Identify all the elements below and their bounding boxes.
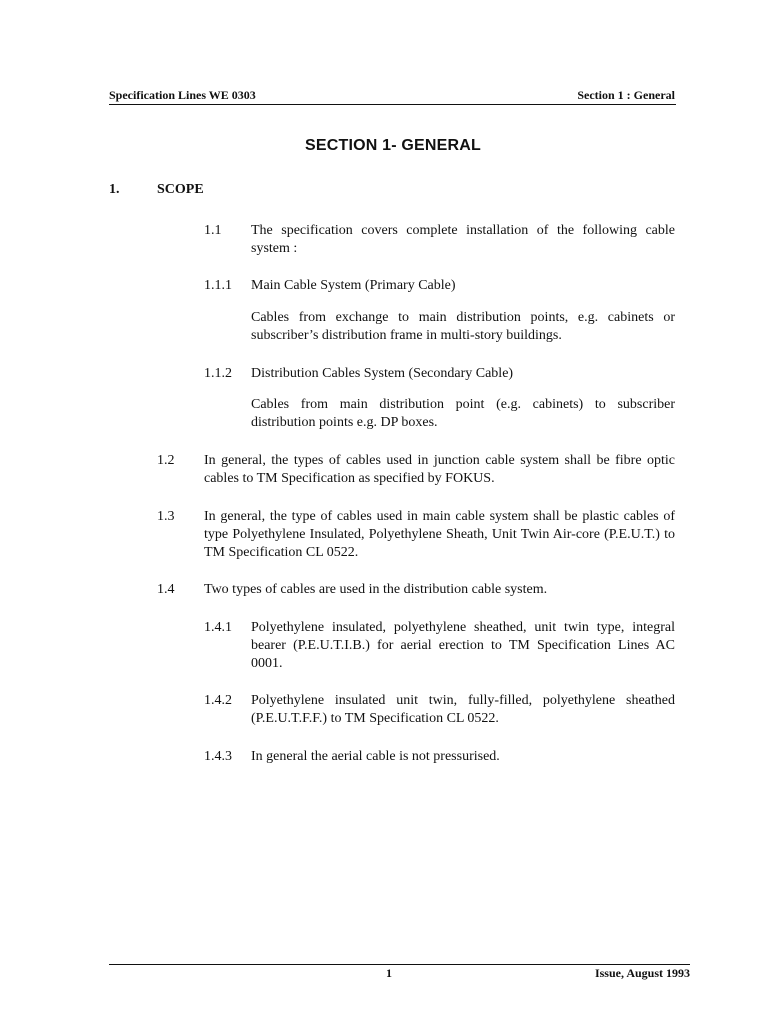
page-number: 1	[386, 966, 392, 980]
item-1-3-number: 1.3	[157, 509, 175, 524]
issue-date: Issue, August 1993	[594, 966, 690, 980]
item-1-1-number: 1.1	[204, 223, 222, 238]
item-1-4-number: 1.4	[157, 582, 175, 597]
header-rule	[109, 104, 676, 105]
item-1-1-2-number: 1.1.2	[204, 366, 232, 381]
footer-rule	[109, 964, 690, 965]
item-1-1-1-heading: Main Cable System (Primary Cable)	[251, 278, 456, 293]
item-1-3-text: In general, the type of cables used in main cable system shall be plastic cables of type Polyethylene Insulated, Polyethylene Sheath, Unit Twin Air-core (P.E.U.T.) to TM Specification CL 0522.	[204, 509, 675, 560]
item-1-4-2-text: Polyethylene insulated unit twin, fully-filled, polyethylene sheathed (P.E.U.T.F.F.) to TM Specification CL 0522.	[251, 693, 675, 726]
header-section-label: Section 1 : General	[577, 88, 675, 102]
item-1-1-1-text: Cables from exchange to main distribution points, e.g. cabinets or subscriber’s distribution frame in multi-story buildings.	[251, 310, 675, 343]
item-1-4-3-text: In general the aerial cable is not pressurised.	[251, 749, 500, 764]
section-heading: SCOPE	[157, 182, 204, 197]
item-1-4-1-text: Polyethylene insulated, polyethylene sheathed, unit twin type, integral bearer (P.E.U.T.I.B.) for aerial erection to TM Specification Lines AC 0001.	[251, 620, 675, 671]
header-document-id: Specification Lines WE 0303	[109, 88, 256, 102]
item-1-4-text: Two types of cables are used in the distribution cable system.	[204, 582, 548, 597]
item-1-1-text: The specification covers complete installation of the following cable system :	[251, 223, 675, 256]
item-1-2-number: 1.2	[157, 453, 175, 468]
page-title: SECTION 1- GENERAL	[304, 137, 482, 154]
item-1-1-1-number: 1.1.1	[204, 278, 232, 293]
item-1-4-3-number: 1.4.3	[204, 749, 232, 764]
item-1-4-2-number: 1.4.2	[204, 693, 232, 708]
item-1-4-1-number: 1.4.1	[204, 620, 232, 635]
item-1-1-2-text: Cables from main distribution point (e.g. cabinets) to subscriber distribution points e.g. DP boxes.	[251, 397, 675, 430]
item-1-1-2-heading: Distribution Cables System (Secondary Cable)	[251, 366, 514, 381]
item-1-2-text: In general, the types of cables used in junction cable system shall be fibre optic cables to TM Specification as specified by FOKUS.	[204, 453, 675, 486]
section-number: 1.	[109, 182, 120, 197]
